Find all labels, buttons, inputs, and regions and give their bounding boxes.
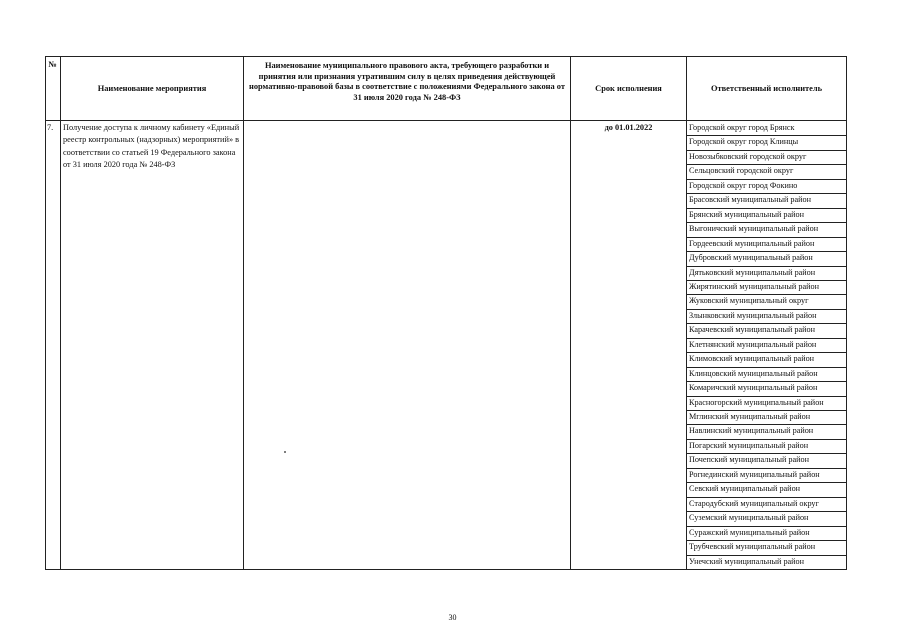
executor-item: Гордеевский муниципальный район <box>689 238 815 248</box>
executor-item: Севский муниципальный район <box>689 484 801 494</box>
executor-item: Красногорский муниципальный район <box>689 397 824 407</box>
executor-item: Климовский муниципальный район <box>689 354 815 364</box>
executor-row-divider <box>686 193 847 194</box>
executor-item: Рогнединский муниципальный район <box>689 469 820 479</box>
executor-item: Дубровский муниципальный район <box>689 253 813 263</box>
executor-row-divider <box>686 453 847 454</box>
page-number: 30 <box>448 613 457 622</box>
executor-row-divider <box>686 381 847 382</box>
executor-row-divider <box>686 135 847 136</box>
executor-item: Навлинский муниципальный район <box>689 426 814 436</box>
executor-item: Дятьковский муниципальный район <box>689 267 816 277</box>
executor-item: Мглинский муниципальный район <box>689 412 811 421</box>
executor-item: Новозыбковский городской округ <box>689 151 807 161</box>
executor-item: Клинцовский муниципальный район <box>689 368 818 378</box>
executor-item: Городской округ город Брянск <box>689 123 795 132</box>
executor-row-divider <box>686 424 847 425</box>
executor-item: Почепский муниципальный район <box>689 455 809 465</box>
executor-item: Брянский муниципальный район <box>689 209 804 219</box>
executor-row-divider <box>686 222 847 223</box>
executor-item: Суражский муниципальный район <box>689 527 810 537</box>
row-number: 7. <box>47 123 54 132</box>
table-border-top <box>45 56 847 57</box>
header-number: № <box>48 60 57 69</box>
executor-row-divider <box>686 511 847 512</box>
executor-item: Городской округ город Фокино <box>689 180 798 190</box>
executor-row-divider <box>686 352 847 353</box>
executor-row-divider <box>686 280 847 281</box>
executor-row-divider <box>686 410 847 411</box>
executor-row-divider <box>686 266 847 267</box>
executor-row-divider <box>686 540 847 541</box>
executor-row-divider <box>686 497 847 498</box>
executor-item: Клетнянский муниципальный район <box>689 339 817 349</box>
executor-item: Выгоничский муниципальный район <box>689 224 819 234</box>
executor-item: Суземский муниципальный район <box>689 513 809 523</box>
executor-item: Погарский муниципальный район <box>689 440 809 450</box>
executor-item: Комаричский муниципальный район <box>689 383 818 393</box>
executor-item: Стародубский муниципальный округ <box>689 498 819 508</box>
executor-row-divider <box>686 439 847 440</box>
row-deadline: до 01.01.2022 <box>604 123 653 132</box>
executor-item: Брасовский муниципальный район <box>689 195 812 205</box>
executor-row-divider <box>686 555 847 556</box>
executor-item: Сельцовский городской округ <box>689 166 794 176</box>
header-executor: Ответственный исполнитель <box>710 84 823 93</box>
executor-row-divider <box>686 338 847 339</box>
executor-row-divider <box>686 323 847 324</box>
executor-row-divider <box>686 179 847 180</box>
header-deadline: Срок исполнения <box>595 84 662 93</box>
row-event-name: Получение доступа к личному кабинету «Единый реестр контрольных (надзорных) мероприятий» в соответствии со статьей 19 Федерального закона от 31 июля 2020 года № 248-ФЗ <box>63 123 240 170</box>
executor-row-divider <box>686 309 847 310</box>
executor-row-divider <box>686 251 847 252</box>
executor-item: Городской округ город Клинцы <box>689 137 799 147</box>
executor-row-divider <box>686 208 847 209</box>
table-col-divider-2 <box>243 56 244 570</box>
executor-item: Злынковский муниципальный район <box>689 310 817 320</box>
executor-row-divider <box>686 294 847 295</box>
executor-item: Трубчевский муниципальный район <box>689 542 816 552</box>
executor-item: Жирятинский муниципальный район <box>689 281 819 291</box>
executor-row-divider <box>686 396 847 397</box>
table-col-divider-1 <box>60 56 61 570</box>
executor-row-divider <box>686 526 847 527</box>
executor-item: Унечский муниципальный район <box>689 556 805 566</box>
executor-row-divider <box>686 164 847 165</box>
executor-row-divider <box>686 237 847 238</box>
scan-speck <box>284 451 286 453</box>
table-border-bottom <box>45 569 847 570</box>
executor-row-divider <box>686 482 847 483</box>
table-border-right <box>846 56 847 570</box>
table-border-left <box>45 56 46 570</box>
executor-item: Жуковский муниципальный округ <box>689 296 809 306</box>
executor-row-divider <box>686 150 847 151</box>
executor-item: Карачевский муниципальный район <box>689 325 815 335</box>
executor-row-divider <box>686 468 847 469</box>
executor-row-divider <box>686 367 847 368</box>
header-act-name: Наименование муниципального правового акта, требующего разработки и принятия или признания утратившим силу в целях приведения действующей нормативно-правовой базы в соответствие с положениями Федерального закона от 31 июля 2020 года № 248-ФЗ <box>249 61 565 102</box>
header-event-name: Наименование мероприятия <box>97 84 207 93</box>
